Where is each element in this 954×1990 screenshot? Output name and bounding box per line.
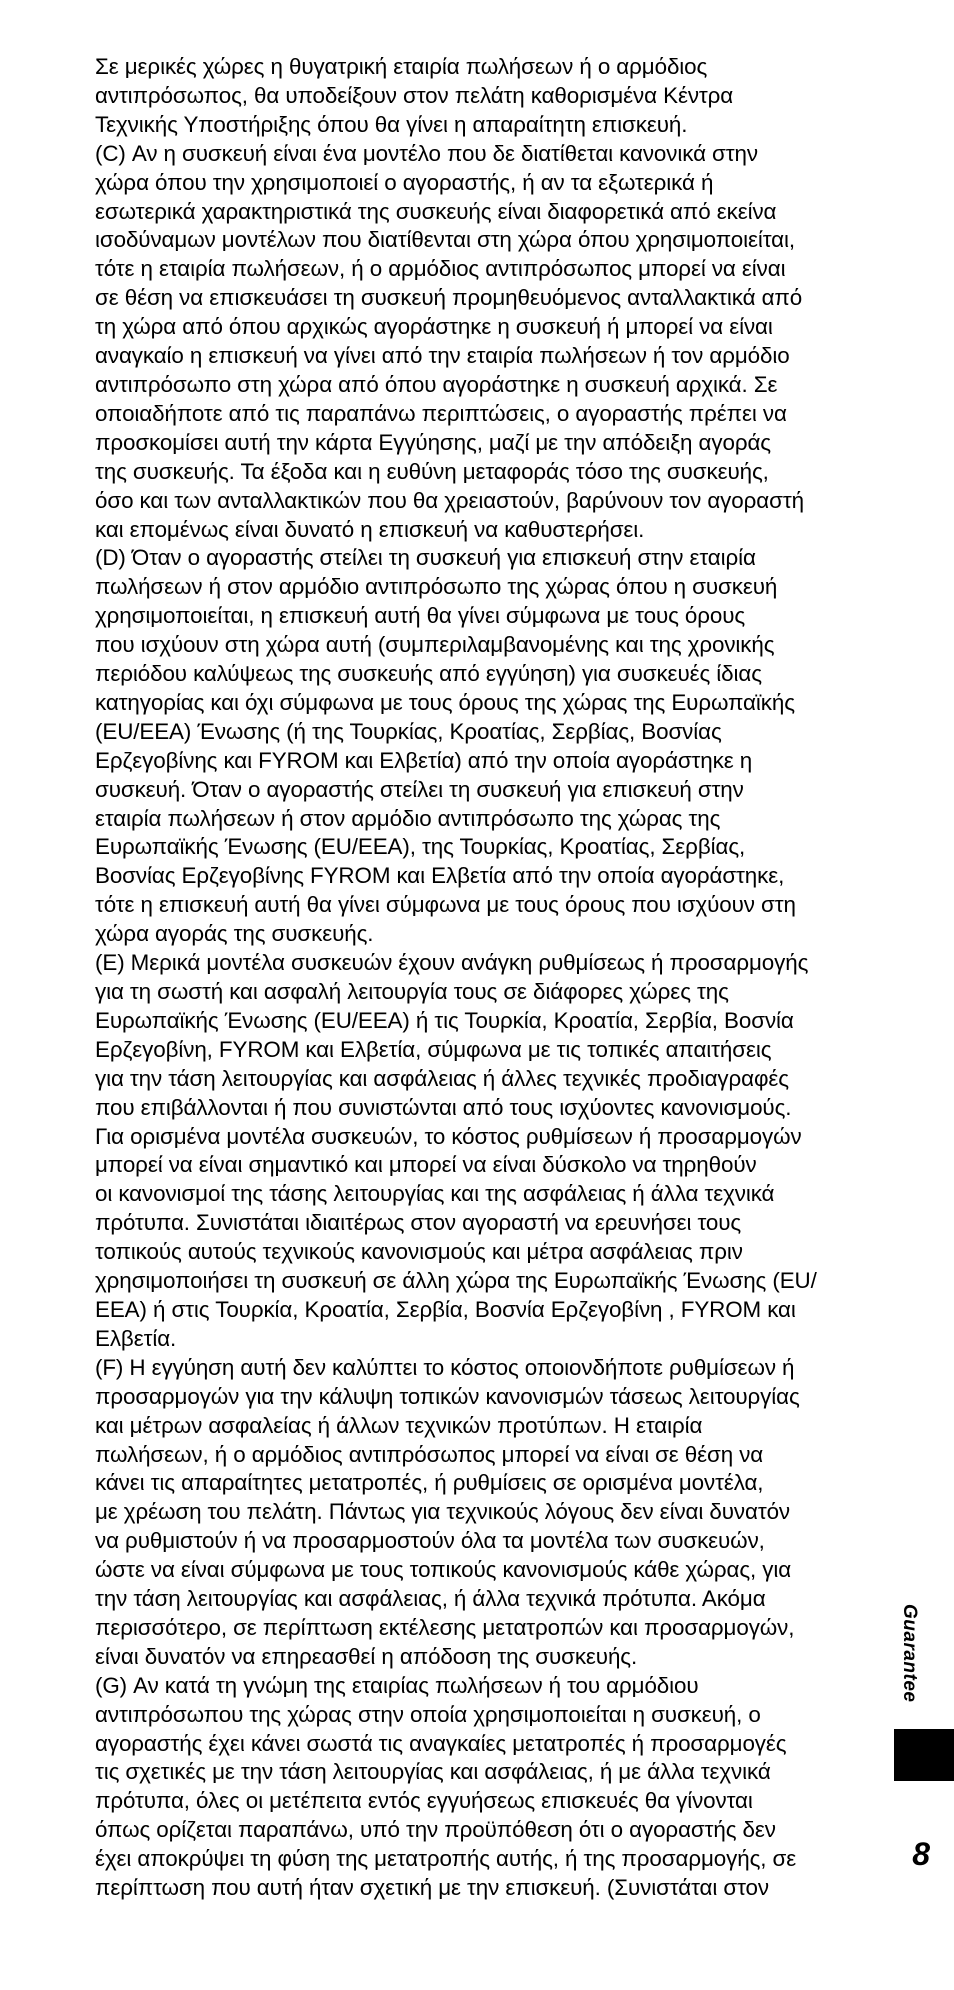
section-tab-label: Guarantee xyxy=(899,1604,920,1703)
text-line: χώρα αγοράς της συσκευής. xyxy=(95,921,374,947)
text-line: (C) Αν η συσκευή είναι ένα μοντέλο που δε διατίθεται κανονικά στην xyxy=(95,140,758,166)
text-line: Ευρωπαϊκής Ένωσης (EU/EEA), της Τουρκίας, Κροατίας, Σερβίας, xyxy=(95,834,746,860)
text-line: για τη σωστή και ασφαλή λειτουργία τους σε διάφορες χώρες της xyxy=(95,979,729,1004)
text-line: εταιρία πωλήσεων ή στον αρμόδιο αντιπρόσωπο της χώρας της xyxy=(95,805,721,831)
text-line: Σε μερικές χώρες η θυγατρική εταιρία πωλήσεων ή ο αρμόδιος xyxy=(95,54,708,79)
text-line: περισσότερο, σε περίπτωση εκτέλεσης μετατροπών και προσαρμογών, xyxy=(95,1614,795,1640)
text-line: Ευρωπαϊκής Ένωσης (EU/EEA) ή τις Τουρκία, Κροατία, Σερβία, Βοσνία xyxy=(95,1007,794,1033)
page-number: 8 xyxy=(912,1836,930,1872)
text-line: οποιαδήποτε από τις παραπάνω περιπτώσεις, ο αγοραστής πρέπει να xyxy=(95,400,787,426)
text-line: αναγκαίο η επισκευή να γίνει από την εταιρία πωλήσεων ή τον αρμόδιο xyxy=(95,343,790,369)
guarantee-text-body xyxy=(95,53,890,1903)
text-line: όπως ορίζεται παραπάνω, υπό την προϋπόθεση ότι ο αγοραστής δεν xyxy=(95,1817,776,1843)
section-tab xyxy=(894,1604,924,1714)
text-line: εσωτερικά χαρακτηριστικά της συσκευής είναι διαφορετικά από εκείνα xyxy=(95,198,777,224)
text-line: πωλήσεων, ή ο αρμόδιος αντιπρόσωπος μπορεί να είναι σε θέση να xyxy=(95,1441,764,1467)
text-line: χώρα όπου την χρησιμοποιεί ο αγοραστής, ή αν τα εξωτερικά ή xyxy=(95,169,714,195)
text-line: πωλήσεων ή στον αρμόδιο αντιπρόσωπο της χώρας όπου η συσκευή xyxy=(95,574,778,600)
text-line: που επιβάλλονται ή που συνιστώνται από τους ισχύοντες κανονισμούς. xyxy=(95,1094,792,1120)
text-line: τη χώρα από όπου αρχικώς αγοράστηκε η συσκευή ή μπορεί να είναι xyxy=(95,314,773,340)
text-line: αντιπρόσωπου της χώρας στην οποία χρησιμοποιείται η συσκευή, ο xyxy=(95,1701,761,1727)
text-line: πρότυπα, όλες οι μετέπειτα εντός εγγυήσεως επισκευές θα γίνονται xyxy=(95,1788,753,1814)
text-line: προσαρμογών για την κάλυψη τοπικών κανονισμών τάσεως λειτουργίας xyxy=(95,1383,800,1409)
text-line: για την τάση λειτουργίας και ασφάλειας ή άλλες τεχνικές προδιαγραφές xyxy=(95,1065,789,1091)
text-line: συσκευή. Όταν ο αγοραστής στείλει τη συσκευή για επισκευή στην xyxy=(95,776,744,802)
section-tab-marker xyxy=(894,1729,954,1781)
text-line: και επομένως είναι δυνατό η επισκευή να καθυστερήσει. xyxy=(95,516,645,542)
text-line: σε θέση να επισκευάσει τη συσκευή προμηθευόμενος ανταλλακτικά από xyxy=(95,285,803,311)
text-line: (F) Η εγγύηση αυτή δεν καλύπτει το κόστος οποιονδήποτε ρυθμίσεων ή xyxy=(95,1354,795,1380)
text-line: (EU/EEA) Ένωσης (ή της Τουρκίας, Κροατίας, Σερβίας, Βοσνίας xyxy=(95,718,722,744)
text-line: όσο και των ανταλλακτικών που θα χρειαστούν, βαρύνουν τον αγοραστή xyxy=(95,487,804,513)
text-line: (D) Όταν ο αγοραστής στείλει τη συσκευή για επισκευή στην εταιρία xyxy=(95,545,756,571)
text-line: τότε η επισκευή αυτή θα γίνει σύμφωνα με τους όρους που ισχύουν στη xyxy=(95,892,796,918)
text-line: χρησιμοποιείται, η επισκευή αυτή θα γίνει σύμφωνα με τους όρους xyxy=(95,603,746,629)
text-line: περίπτωση που αυτή ήταν σχετική με την επισκευή. (Συνιστάται στον xyxy=(95,1875,769,1901)
text-line: κατηγορίας και όχι σύμφωνα με τους όρους της χώρας της Ευρωπαϊκής xyxy=(95,689,795,715)
text-line: Τεχνικής Υποστήριξης όπου θα γίνει η απαραίτητη επισκευή. xyxy=(95,111,688,137)
text-line: τότε η εταιρία πωλήσεων, ή ο αρμόδιος αντιπρόσωπος μπορεί να είναι xyxy=(95,256,786,282)
text-line: Ερζεγοβίνη, FYROM και Ελβετία, σύμφωνα με τις τοπικές απαιτήσεις xyxy=(95,1036,772,1062)
text-line: πρότυπα. Συνιστάται ιδιαιτέρως στον αγοραστή να ερευνήσει τους xyxy=(95,1210,742,1236)
text-line: Ερζεγοβίνης και FYROM και Ελβετία) από την οποία αγοράστηκε η xyxy=(95,747,753,773)
text-line: τοπικούς αυτούς τεχνικούς κανονισμούς και μέτρα ασφάλειας πριν xyxy=(95,1239,743,1265)
text-line: περιόδου καλύψεως της συσκευής από εγγύηση) για συσκευές ίδιας xyxy=(95,661,762,687)
text-line: Για ορισμένα μοντέλα συσκευών, το κόστος ρυθμίσεων ή προσαρμογών xyxy=(95,1123,802,1149)
text-line: αγοραστής έχει κάνει σωστά τις αναγκαίες μετατροπές ή προσαρμογές xyxy=(95,1730,787,1756)
text-line: (E) Μερικά μοντέλα συσκευών έχουν ανάγκη ρυθμίσεως ή προσαρμογής xyxy=(95,950,809,976)
text-line: χρησιμοποιήσει τη συσκευή σε άλλη χώρα της Ευρωπαϊκής Ένωσης (EU/ xyxy=(95,1268,817,1294)
text-line: με χρέωση του πελάτη. Πάντως για τεχνικούς λόγους δεν είναι δυνατόν xyxy=(95,1499,791,1525)
text-line: μπορεί να είναι σημαντικό και μπορεί να είναι δύσκολο να τηρηθούν xyxy=(95,1152,757,1178)
text-line: EEA) ή στις Τουρκία, Κροατία, Σερβία, Βοσνία Ερζεγοβίνη , FYROM και xyxy=(95,1296,796,1322)
text-line: είναι δυνατόν να επηρεασθεί η απόδοση της συσκευής. xyxy=(95,1643,638,1669)
text-line: αντιπρόσωπο στη χώρα από όπου αγοράστηκε η συσκευή αρχικά. Σε xyxy=(95,371,778,397)
text-line: και μέτρων ασφαλείας ή άλλων τεχνικών προτύπων. Η εταιρία xyxy=(95,1412,703,1438)
text-line: ώστε να είναι σύμφωνα με τους τοπικούς κανονισμούς κάθε χώρας, για xyxy=(95,1557,792,1583)
text-line: να ρυθμιστούν ή να προσαρμοστούν όλα τα μοντέλα των συσκευών, xyxy=(95,1528,765,1554)
text-line: κάνει τις απαραίτητες μετατροπές, ή ρυθμίσεις σε ορισμένα μοντέλα, xyxy=(95,1470,764,1496)
text-line: ισοδύναμων μοντέλων που διατίθενται στη χώρα όπου χρησιμοποιείται, xyxy=(95,227,795,253)
text-line: τις σχετικές με την τάση λειτουργίας και ασφάλειας, ή με άλλα τεχνικά xyxy=(95,1759,771,1785)
text-line: της συσκευής. Τα έξοδα και η ευθύνη μεταφοράς τόσο της συσκευής, xyxy=(95,458,769,484)
text-line: Βοσνίας Ερζεγοβίνης FYROM και Ελβετία από την οποία αγοράστηκε, xyxy=(95,863,785,889)
text-line: (G) Αν κατά τη γνώμη της εταιρίας πωλήσεων ή του αρμόδιου xyxy=(95,1672,699,1698)
text-line: οι κανονισμοί της τάσης λειτουργίας και της ασφάλειας ή άλλα τεχνικά xyxy=(95,1181,775,1207)
text-line: έχει αποκρύψει τη φύση της μετατροπής αυτής, ή της προσαρμογής, σε xyxy=(95,1846,797,1872)
text-line: αντιπρόσωπος, θα υποδείξουν στον πελάτη καθορισμένα Κέντρα xyxy=(95,82,734,108)
text-line: που ισχύουν στη χώρα αυτή (συμπεριλαμβανομένης και της χρονικής xyxy=(95,632,775,658)
text-line: Ελβετία. xyxy=(95,1325,177,1351)
text-line: προσκομίσει αυτή την κάρτα Εγγύησης, μαζί με την απόδειξη αγοράς xyxy=(95,429,771,455)
text-line: την τάση λειτουργίας και ασφάλειας, ή άλλα τεχνικά πρότυπα. Ακόμα xyxy=(95,1586,766,1612)
